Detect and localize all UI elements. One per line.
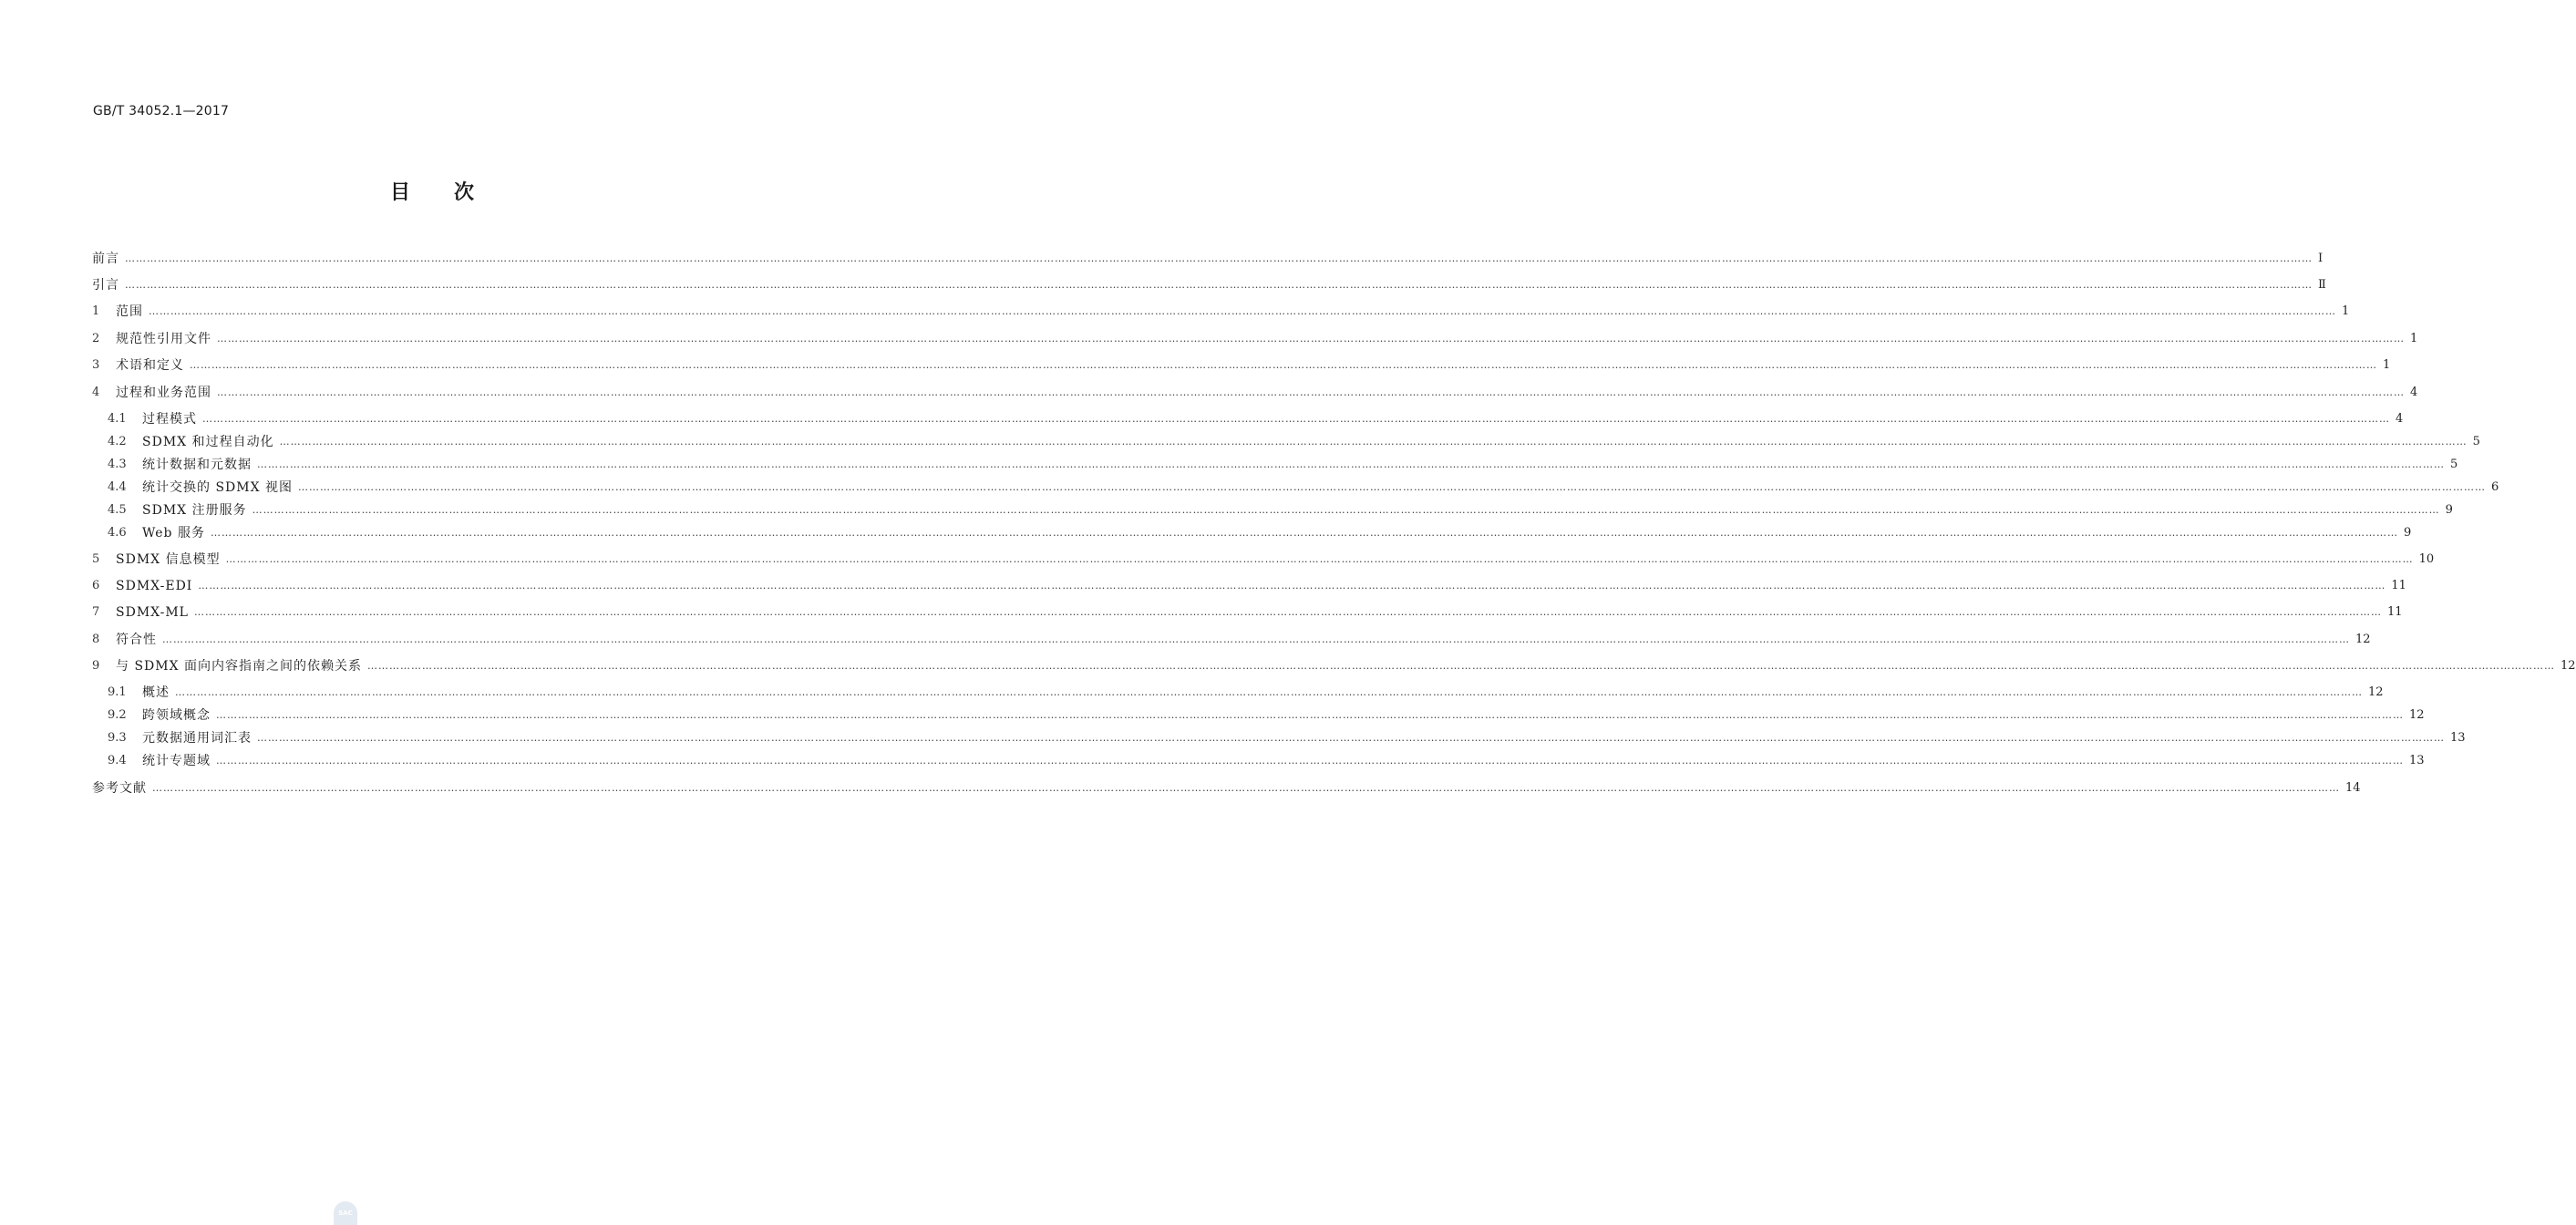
toc-entry-page: 1 [2342,304,2350,318]
toc-entry-number: 6 [92,579,100,592]
sac-watermark-logo: SAC [334,1201,357,1225]
toc-entry-title: 参考文献 [92,781,147,796]
toc-entry-page: Ⅰ [2318,252,2324,265]
title-char-2: 次 [454,181,477,204]
toc-entry-page: 9 [2403,526,2412,540]
toc-entry-page: 6 [2491,480,2499,494]
toc-entry-page: 14 [2345,781,2361,795]
toc-entry[interactable] [92,250,2324,268]
standard-number: GB/T 34052.1—2017 [93,104,230,118]
toc-entry[interactable] [108,524,2412,542]
toc-entry[interactable] [92,303,2350,321]
toc-entry-number: 2 [92,332,100,345]
toc-entry[interactable] [108,501,2453,520]
toc-entry-page: 13 [2409,754,2425,767]
toc-entry-page: 11 [2391,579,2406,592]
toc-entry-title: 过程模式 [142,412,197,427]
toc-entry-page: 10 [2418,552,2435,566]
toc-entry-page: 9 [2445,503,2453,517]
toc-dot-leader: …………………………………………………………………………………………………………………………………………………………………………………………………………………………………………………………………………………………………………………………………………………………………………………………………………………………………………………………………………………………………………………………………………………… [257,458,2445,470]
toc-entry-number: 3 [92,358,100,372]
toc-entry-number: 9.4 [108,754,127,767]
toc-entry-page: 1 [2383,358,2391,372]
toc-entry-page: 12 [2561,659,2576,673]
toc-entry-title: 统计专题域 [142,754,211,768]
toc-dot-leader: …………………………………………………………………………………………………………………………………………………………………………………………………………………………………………………………………………………………………………………………………………………………………………………………………………………………………………………………………………………………………………………………………………………… [198,580,2386,592]
toc-entry-title: 统计交换的 SDMX 视图 [142,480,294,495]
toc-entry-title: SDMX-EDI [116,579,193,593]
toc-entry-page: 4 [2410,386,2418,399]
toc-entry-page: 4 [2396,412,2404,426]
toc-entry-title: 范围 [116,304,143,319]
toc-entry[interactable] [108,456,2458,474]
toc-entry-number: 4.4 [108,480,127,494]
toc-entry-number: 7 [92,605,100,619]
toc-entry[interactable] [92,577,2406,595]
toc-dot-leader: …………………………………………………………………………………………………………………………………………………………………………………………………………………………………………………………………………………………………………………………………………………………………………………………………………………………………………………………………………………………………………………………………………………… [367,660,2556,672]
toc-entry[interactable] [92,657,2576,675]
toc-entry-page: 12 [2355,633,2371,646]
toc-entry[interactable] [108,752,2425,770]
toc-dot-leader: …………………………………………………………………………………………………………………………………………………………………………………………………………………………………………………………………………………………………………………………………………………………………………………………………………………………………………………………………………………………………………………………………………………… [149,305,2336,317]
toc-entry[interactable] [92,779,2361,798]
toc-entry-title: 统计数据和元数据 [142,458,252,472]
toc-entry-number: 4.2 [108,435,127,448]
toc-entry[interactable] [108,729,2466,747]
toc-entry-title: 符合性 [116,633,157,647]
toc-dot-leader: …………………………………………………………………………………………………………………………………………………………………………………………………………………………………………………………………………………………………………………………………………………………………………………………………………………………………………………………………………………………………………………………………………………… [125,252,2313,264]
toc-entry-page: 11 [2386,605,2403,619]
toc-dot-leader: …………………………………………………………………………………………………………………………………………………………………………………………………………………………………………………………………………………………………………………………………………………………………………………………………………………………………………………………………………………………………………………………………………………… [125,279,2313,291]
toc-entry-number: 9.2 [108,708,127,722]
toc-entry-title: 术语和定义 [116,358,184,373]
toc-entry-title: 引言 [92,278,119,293]
toc-entry-page: 1 [2410,332,2418,345]
toc-entry-page: 5 [2472,435,2480,448]
toc-entry-number: 9.3 [108,731,127,745]
toc-entry-page: 12 [2409,708,2425,722]
toc-entry-number: 9.1 [108,685,127,699]
toc-dot-leader: …………………………………………………………………………………………………………………………………………………………………………………………………………………………………………………………………………………………………………………………………………………………………………………………………………………………………………………………………………………………………………………………………………………… [279,436,2468,448]
toc-entry-page: 5 [2450,458,2458,471]
toc-entry[interactable] [92,551,2435,569]
toc-entry[interactable] [92,330,2418,348]
toc-entry-title: SDMX 信息模型 [116,552,221,567]
toc-entry-title: 元数据通用词汇表 [142,731,252,746]
toc-entry[interactable] [108,433,2480,451]
toc-entry-title: 规范性引用文件 [116,332,211,346]
toc-dot-leader: …………………………………………………………………………………………………………………………………………………………………………………………………………………………………………………………………………………………………………………………………………………………………………………………………………………………………………………………………………………………………………………………………………………… [152,782,2340,794]
toc-entry-title: 与 SDMX 面向内容指南之间的依赖关系 [116,659,363,674]
toc-entry[interactable] [92,384,2418,402]
toc-entry[interactable] [92,603,2403,622]
toc-entry-title: SDMX 和过程自动化 [142,435,274,449]
toc-entry[interactable] [92,631,2371,649]
toc-dot-leader: …………………………………………………………………………………………………………………………………………………………………………………………………………………………………………………………………………………………………………………………………………………………………………………………………………………………………………………………………………………………………………………………………………………… [162,633,2350,645]
toc-dot-leader: …………………………………………………………………………………………………………………………………………………………………………………………………………………………………………………………………………………………………………………………………………………………………………………………………………………………………………………………………………………………………………………………………………………… [257,732,2445,744]
toc-entry[interactable] [92,356,2391,375]
toc-dot-leader: …………………………………………………………………………………………………………………………………………………………………………………………………………………………………………………………………………………………………………………………………………………………………………………………………………………………………………………………………………………………………………………………………………………… [190,359,2377,371]
toc-entry-number: 9 [92,659,100,673]
toc-entry[interactable] [92,276,2326,294]
toc-entry-title: 跨领域概念 [142,708,211,723]
toc-dot-leader: …………………………………………………………………………………………………………………………………………………………………………………………………………………………………………………………………………………………………………………………………………………………………………………………………………………………………………………………………………………………………………………………………………………… [210,527,2398,539]
title-char-1: 目 [389,181,412,204]
toc-entry-page: 13 [2450,731,2466,745]
toc-entry-page: Ⅱ [2318,278,2326,292]
toc-entry[interactable] [108,410,2404,428]
toc-entry-number: 1 [92,304,100,318]
toc-entry-page: 12 [2368,685,2384,699]
toc-dot-leader: …………………………………………………………………………………………………………………………………………………………………………………………………………………………………………………………………………………………………………………………………………………………………………………………………………………………………………………………………………………………………………………………………………………… [225,553,2414,565]
toc-entry-title: SDMX-ML [116,605,189,620]
toc-entry[interactable] [108,479,2499,497]
toc-entry-number: 4.1 [108,412,127,426]
toc-entry-number: 8 [92,633,100,646]
toc-dot-leader: …………………………………………………………………………………………………………………………………………………………………………………………………………………………………………………………………………………………………………………………………………………………………………………………………………………………………………………………………………………………………………………………………………………… [252,504,2440,516]
toc-entry[interactable] [108,684,2384,702]
toc-entry-title: 前言 [92,252,119,266]
toc-entry-number: 5 [92,552,100,566]
toc-entry-number: 4.5 [108,503,127,517]
toc-dot-leader: …………………………………………………………………………………………………………………………………………………………………………………………………………………………………………………………………………………………………………………………………………………………………………………………………………………………………………………………………………………………………………………………………………………… [216,755,2404,767]
toc-dot-leader: …………………………………………………………………………………………………………………………………………………………………………………………………………………………………………………………………………………………………………………………………………………………………………………………………………………………………………………………………………………………………………………………………………………… [216,709,2404,721]
toc-dot-leader: …………………………………………………………………………………………………………………………………………………………………………………………………………………………………………………………………………………………………………………………………………………………………………………………………………………………………………………………………………………………………………………………………………………… [175,686,2363,698]
toc-entry-title: 过程和业务范围 [116,386,211,400]
toc-dot-leader: …………………………………………………………………………………………………………………………………………………………………………………………………………………………………………………………………………………………………………………………………………………………………………………………………………………………………………………………………………………………………………………………………………………… [298,481,2487,493]
toc-entry-title: Web 服务 [142,526,205,540]
toc-entry-number: 4 [92,386,100,399]
toc-entry-title: SDMX 注册服务 [142,503,247,518]
toc-dot-leader: …………………………………………………………………………………………………………………………………………………………………………………………………………………………………………………………………………………………………………………………………………………………………………………………………………………………………………………………………………………………………………………………………………………… [217,386,2405,398]
toc-entry-number: 4.6 [108,526,127,540]
toc-entry[interactable] [108,706,2425,725]
toc-entry-title: 概述 [142,685,170,700]
toc-dot-leader: …………………………………………………………………………………………………………………………………………………………………………………………………………………………………………………………………………………………………………………………………………………………………………………………………………………………………………………………………………………………………………………………………………………… [193,606,2382,618]
toc-dot-leader: …………………………………………………………………………………………………………………………………………………………………………………………………………………………………………………………………………………………………………………………………………………………………………………………………………………………………………………………………………………………………………………………………………………… [217,333,2405,345]
toc-dot-leader: …………………………………………………………………………………………………………………………………………………………………………………………………………………………………………………………………………………………………………………………………………………………………………………………………………………………………………………………………………………………………………………………………………………… [202,413,2390,425]
toc-entry-number: 4.3 [108,458,127,471]
